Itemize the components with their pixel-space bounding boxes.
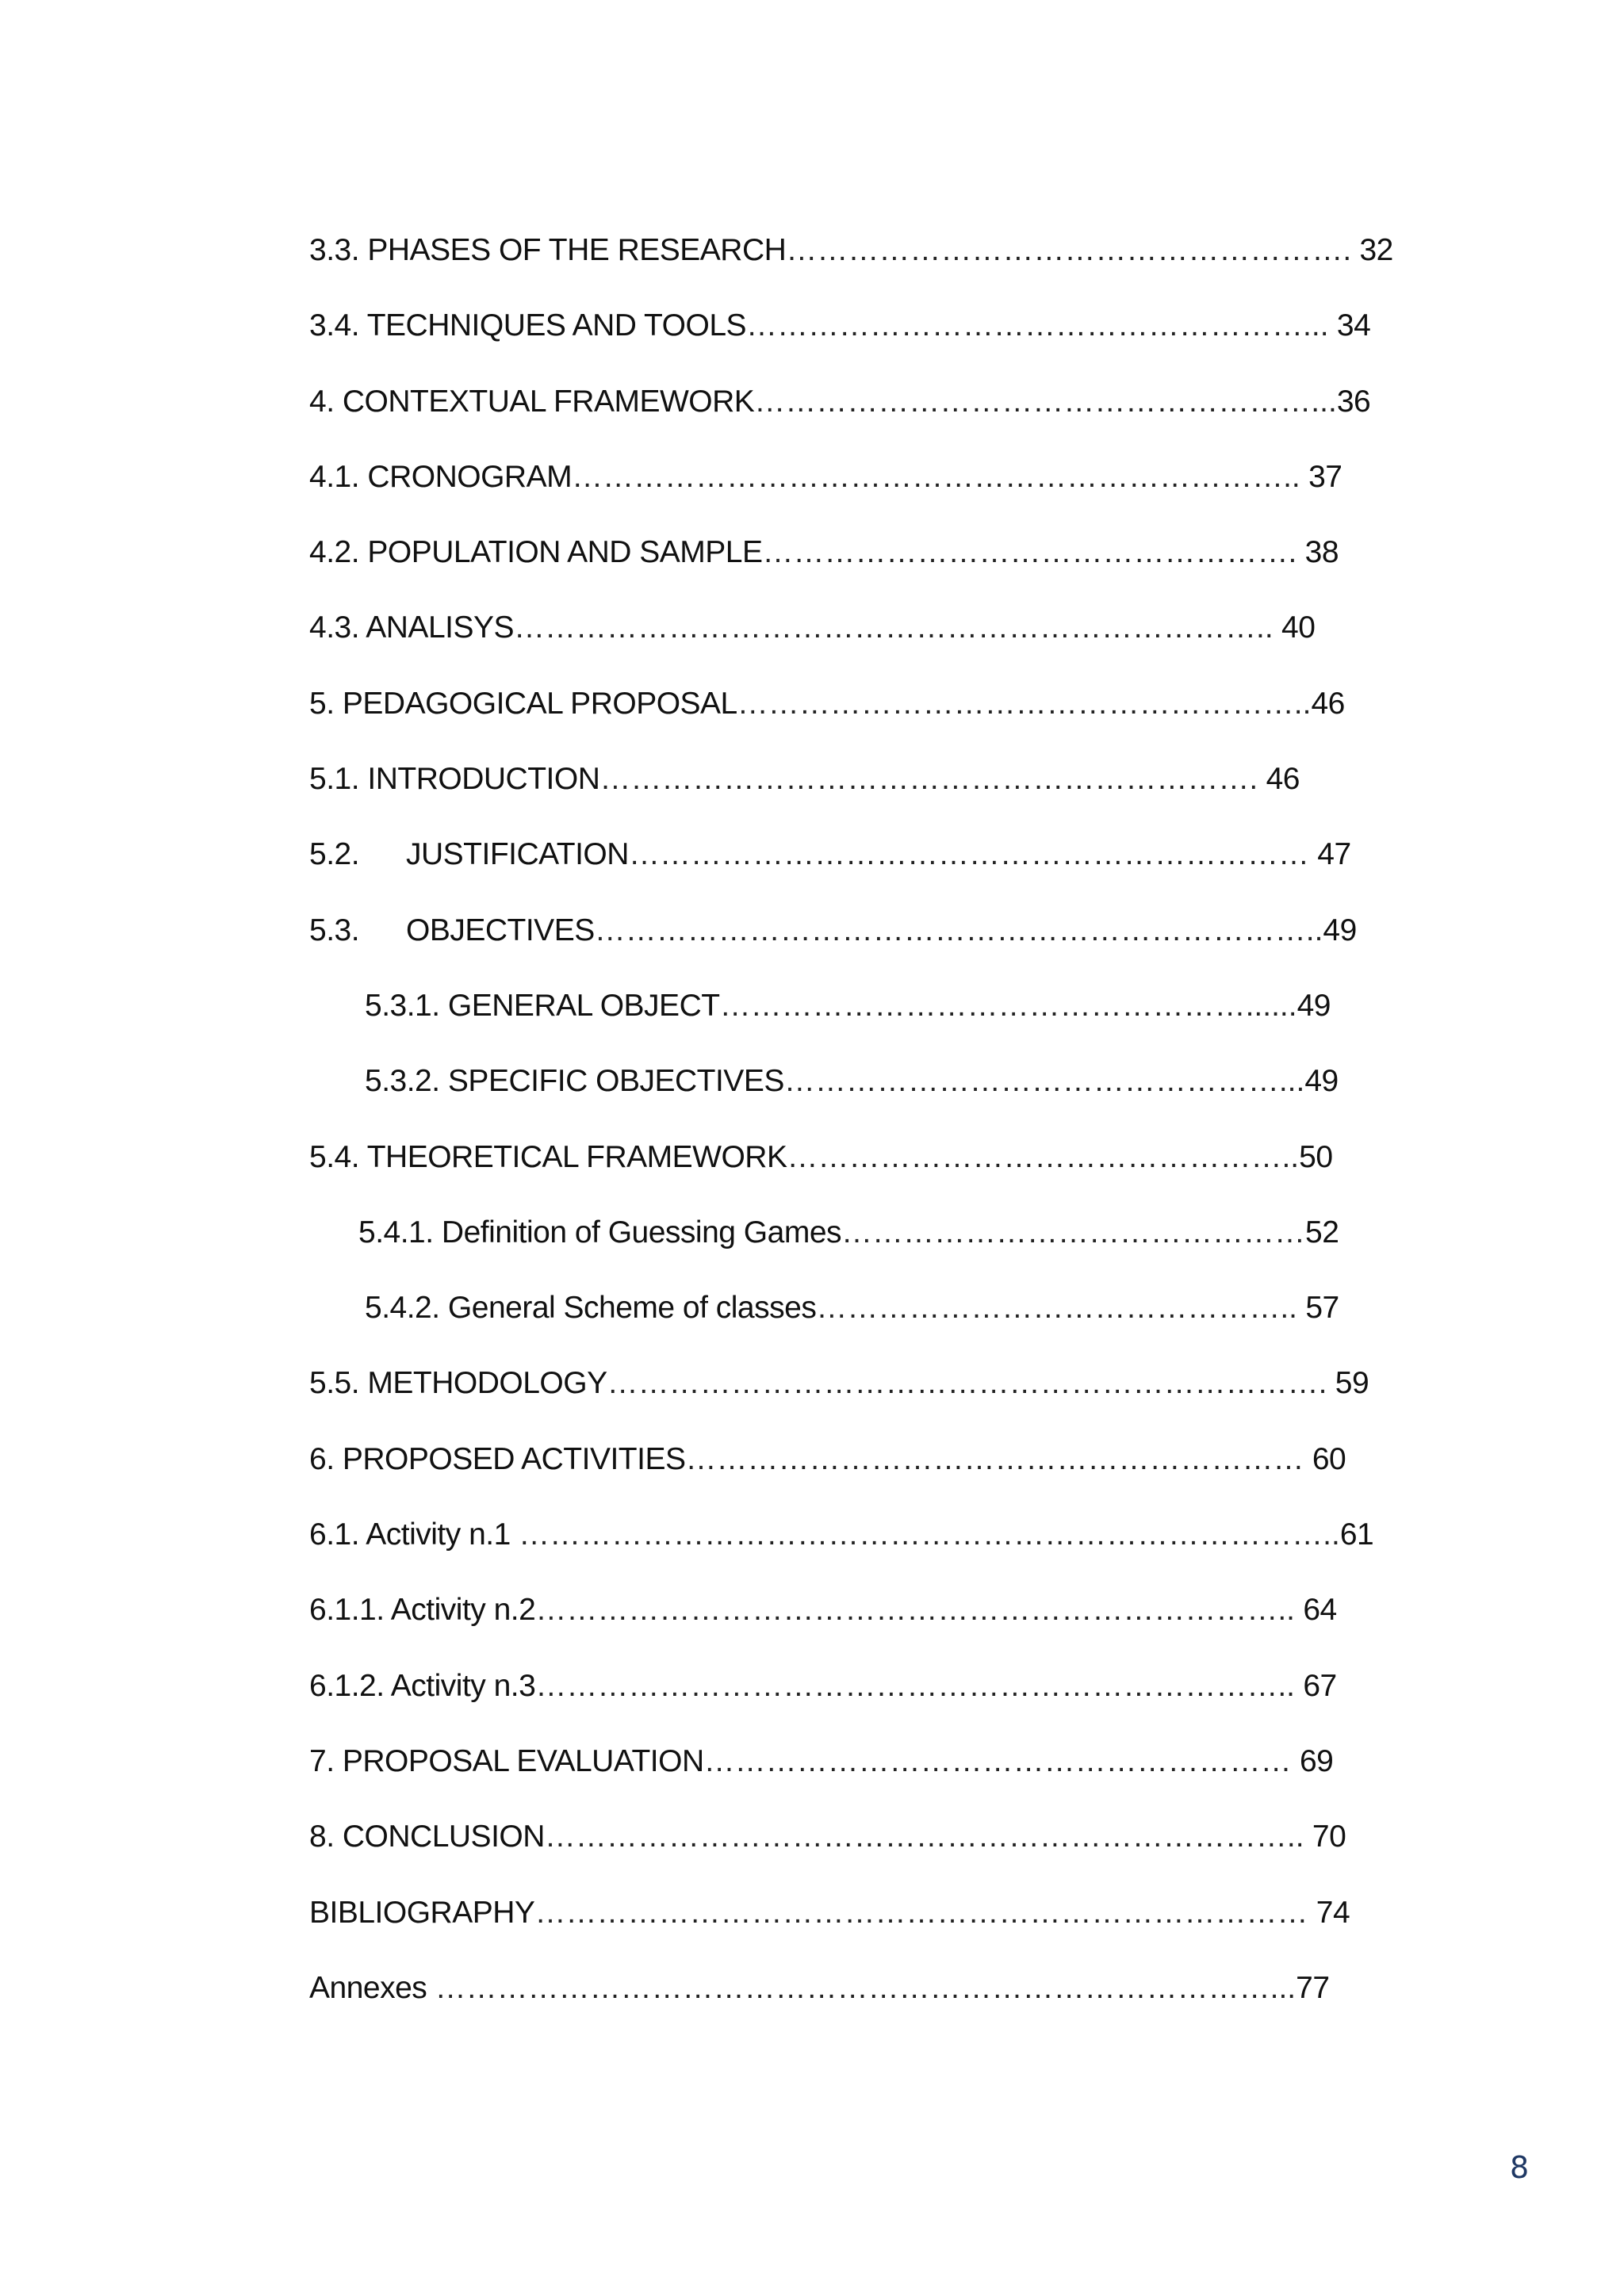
entry-title: THEORETICAL FRAMEWORK: [366, 1139, 787, 1174]
toc-entry-7[interactable]: [309, 1736, 1459, 1812]
entry-page: 46: [1311, 686, 1345, 721]
entry-title: PROPOSAL EVALUATION: [342, 1743, 704, 1778]
entry-title: PHASES OF THE RESEARCH: [367, 233, 787, 267]
entry-page: 32: [1351, 233, 1393, 267]
entry-page: 69: [1291, 1743, 1334, 1778]
entry-page: 59: [1327, 1366, 1369, 1401]
toc-entry-8[interactable]: [309, 1812, 1459, 1887]
entry-number: 5.: [309, 686, 335, 721]
entry-page: 34: [1328, 308, 1371, 343]
entry-title: General Scheme of classes: [447, 1291, 817, 1326]
entry-page: 47: [1308, 837, 1351, 872]
toc-entry-4-3[interactable]: [309, 603, 1459, 678]
entry-title: OBJECTIVES: [406, 913, 595, 947]
toc-entry-5-5[interactable]: [309, 1358, 1459, 1433]
page-number: 8: [1510, 2150, 1530, 2185]
entry-number: 5.4.2.: [365, 1291, 440, 1326]
entry-number: 4.2.: [309, 535, 360, 570]
entry-title: POPULATION AND SAMPLE: [367, 535, 763, 570]
toc-entry-5-4[interactable]: [309, 1132, 1459, 1207]
leader-dots: ………………………………………..: [816, 1291, 1297, 1326]
toc-entry-5-3-1[interactable]: [309, 981, 1459, 1056]
entry-title: JUSTIFICATION: [406, 837, 629, 872]
entry-number: 8.: [309, 1820, 335, 1854]
entry-number: 6.1.: [309, 1517, 360, 1552]
entry-page: 46: [1258, 762, 1300, 797]
entry-page: 74: [1308, 1895, 1350, 1930]
entry-number: 5.3.1.: [365, 988, 440, 1023]
entry-page: 70: [1304, 1820, 1346, 1854]
leader-dots: …………………………………………………………….: [607, 1366, 1327, 1401]
toc-entry-4[interactable]: [309, 377, 1459, 452]
entry-page: 64: [1295, 1593, 1337, 1628]
entry-title: CRONOGRAM: [367, 459, 573, 494]
entry-page: 40: [1273, 610, 1316, 645]
leader-dots: ………………………………………………………………..: [535, 1593, 1296, 1628]
toc-entry-annexes[interactable]: [309, 1963, 1459, 2038]
leader-dots: ………………………………………………...: [746, 308, 1329, 343]
leader-dots: ………………………………………………...: [754, 384, 1337, 419]
entry-page: 57: [1297, 1291, 1339, 1326]
toc-entry-5-1[interactable]: [309, 754, 1459, 829]
leader-dots: ……………………………………………………………..: [594, 913, 1323, 947]
leader-dots: ……………………………………………......: [719, 988, 1297, 1023]
entry-page: 52: [1305, 1215, 1339, 1249]
entry-number: 4.1.: [309, 459, 360, 494]
entry-title: CONTEXTUAL FRAMEWORK: [342, 384, 755, 419]
entry-title: PEDAGOGICAL PROPOSAL: [342, 686, 737, 721]
entry-title: CONCLUSION: [342, 1820, 545, 1854]
entry-page: 49: [1304, 1064, 1339, 1099]
toc-entry-6-1-2[interactable]: [309, 1661, 1459, 1736]
entry-number: 5.3.: [309, 913, 360, 947]
entry-title: PROPOSED ACTIVITIES: [342, 1441, 686, 1476]
entry-number: 6.1.2.: [309, 1668, 385, 1703]
toc-entry-5-3[interactable]: [309, 905, 1459, 981]
entry-number: 5.5.: [309, 1366, 360, 1401]
leader-dots: ………………………………………………………………………...: [435, 1970, 1297, 2005]
toc-entry-4-1[interactable]: [309, 452, 1459, 527]
leader-dots: ………………………………………………………………..: [514, 610, 1274, 645]
entry-page: 36: [1336, 384, 1371, 419]
entry-title: Definition of Guessing Games: [441, 1215, 842, 1249]
entry-number: 7.: [309, 1743, 335, 1778]
entry-title: Activity n.1: [366, 1517, 519, 1552]
entry-title: Activity n.3: [390, 1668, 536, 1703]
entry-page: 49: [1297, 988, 1331, 1023]
entry-page: 50: [1299, 1139, 1333, 1174]
entry-title: Activity n.2: [390, 1593, 536, 1628]
entry-number: 3.4.: [309, 308, 360, 343]
leader-dots: ……………………………………………….: [786, 233, 1352, 267]
entry-page: 37: [1300, 459, 1342, 494]
entry-number: 5.4.1.: [358, 1215, 434, 1249]
toc-entry-bibliography[interactable]: [309, 1888, 1459, 1963]
entry-number: 6.: [309, 1441, 335, 1476]
entry-number: 5.2.: [309, 837, 360, 872]
entry-page: 38: [1297, 535, 1339, 570]
entry-number: 5.4.: [309, 1139, 360, 1174]
entry-title: BIBLIOGRAPHY: [309, 1895, 535, 1930]
entry-title: GENERAL OBJECT: [447, 988, 720, 1023]
toc-entry-5-3-2[interactable]: [309, 1056, 1459, 1131]
leader-dots: …………………………………………………: [703, 1743, 1292, 1778]
leader-dots: …………………………………………...: [783, 1064, 1305, 1099]
entry-title: Annexes: [309, 1970, 435, 2005]
toc-entry-5-2[interactable]: [309, 829, 1459, 905]
leader-dots: ………………………………………………………………..: [544, 1820, 1304, 1854]
entry-number: 5.3.2.: [365, 1064, 440, 1099]
entry-page: 77: [1296, 1970, 1330, 2005]
toc-entry-4-2[interactable]: [309, 527, 1459, 603]
toc-entry-6[interactable]: [309, 1434, 1459, 1510]
leader-dots: ……………………………………………………….: [599, 762, 1258, 797]
leader-dots: ……………………………………………………………..: [572, 459, 1300, 494]
entry-number: 5.1.: [309, 762, 360, 797]
entry-page: 61: [1339, 1517, 1374, 1552]
entry-page: 49: [1323, 913, 1357, 947]
toc-entry-3-4[interactable]: [309, 300, 1459, 376]
toc-entry-3-3[interactable]: [309, 225, 1459, 300]
leader-dots: ………………………………………: [841, 1215, 1306, 1249]
entry-number: 4.: [309, 384, 335, 419]
toc-entry-6-1-1[interactable]: [309, 1585, 1459, 1660]
entry-number: 4.3.: [309, 610, 360, 645]
toc-entry-6-1[interactable]: [309, 1510, 1459, 1585]
leader-dots: ………………………………………………..: [737, 686, 1312, 721]
entry-number: 6.1.1.: [309, 1593, 385, 1628]
entry-page: 67: [1295, 1668, 1337, 1703]
table-of-contents: [309, 225, 1459, 2038]
leader-dots: …………………………………………….: [762, 535, 1297, 570]
leader-dots: ……………………………………………………………………..: [519, 1517, 1340, 1552]
entry-number: 3.3.: [309, 233, 360, 267]
entry-page: 60: [1304, 1441, 1346, 1476]
leader-dots: …………………………………………………………: [628, 837, 1309, 872]
leader-dots: ……………………………………………………: [685, 1441, 1304, 1476]
leader-dots: …………………………………………………………………: [534, 1895, 1308, 1930]
toc-entry-5[interactable]: [309, 679, 1459, 754]
entry-title: METHODOLOGY: [367, 1366, 607, 1401]
entry-title: INTRODUCTION: [367, 762, 600, 797]
leader-dots: ………………………………………………………………..: [535, 1668, 1296, 1703]
toc-entry-5-4-1[interactable]: [309, 1207, 1459, 1283]
entry-title: ANALISYS: [366, 610, 515, 645]
leader-dots: …………………………………………..: [787, 1139, 1300, 1174]
entry-title: TECHNIQUES AND TOOLS: [366, 308, 747, 343]
entry-title: SPECIFIC OBJECTIVES: [447, 1064, 784, 1099]
toc-entry-5-4-2[interactable]: [309, 1283, 1459, 1358]
